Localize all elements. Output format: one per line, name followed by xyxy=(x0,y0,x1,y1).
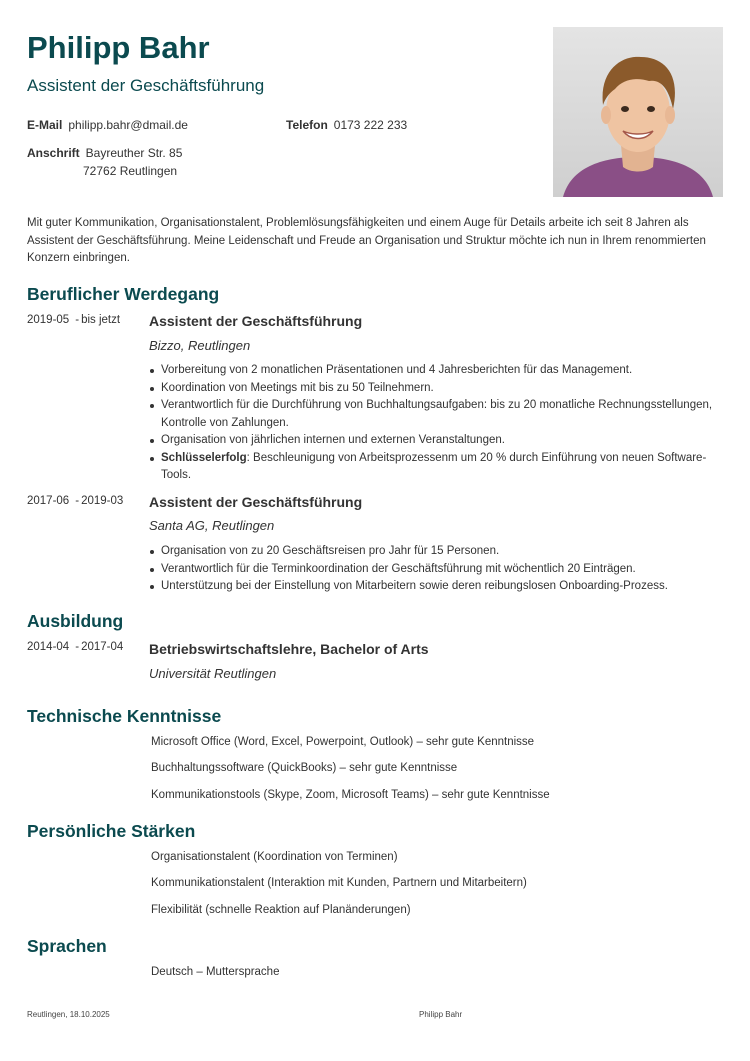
experience-2-end: 2019-03 xyxy=(81,495,124,507)
education-end: 2017-04 xyxy=(81,641,124,653)
footer-name: Philipp Bahr xyxy=(419,1010,463,1019)
skill-item: Buchhaltungssoftware (QuickBooks) – sehr gute Kenntnisse xyxy=(151,762,458,774)
experience-2-role: Assistent der Geschäftsführung xyxy=(149,494,363,510)
list-item: Organisation von zu 20 Geschäftsreisen pro Jahr für 15 Personen. xyxy=(149,543,714,561)
section-languages-heading: Sprachen xyxy=(27,936,107,956)
experience-2-start: 2017-06 xyxy=(27,495,70,507)
email-label: E-Mail xyxy=(27,118,63,132)
address-label: Anschrift xyxy=(27,146,80,160)
experience-1-company: Bizzo, Reutlingen xyxy=(149,338,251,353)
contact-email xyxy=(27,118,188,132)
phone-value: 0173 222 233 xyxy=(333,118,408,132)
portrait-illustration xyxy=(553,27,723,197)
experience-1-end: bis jetzt xyxy=(81,314,121,326)
contact-phone xyxy=(286,118,407,132)
education-dates: 2014-04 - 2017-04 xyxy=(27,641,124,653)
list-item: Vorbereitung von 2 monatlichen Präsentationen und 4 Jahresberichten für das Management. xyxy=(149,362,714,380)
list-item: Verantwortlich für die Durchführung von Buchhaltungsaufgaben: bis zu 20 monatliche Rechnungsstellungen, Kontrolle von Zahlungen. xyxy=(149,397,714,432)
contact-address xyxy=(27,144,182,180)
experience-2-company: Santa AG, Reutlingen xyxy=(149,518,275,533)
education-degree: Betriebswirtschaftslehre, Bachelor of Arts xyxy=(149,641,429,657)
list-item: Koordination von Meetings mit bis zu 50 Teilnehmern. xyxy=(149,380,714,398)
list-item: Organisation von jährlichen internen und externen Veranstaltungen. xyxy=(149,432,714,450)
strength-item: Kommunikationstalent (Interaktion mit Kunden, Partnern und Mitarbeitern) xyxy=(151,877,527,889)
footer-place-date: Reutlingen, 18.10.2025 xyxy=(27,1010,110,1019)
strength-item: Flexibilität (schnelle Reaktion auf Planänderungen) xyxy=(151,904,411,916)
profile-photo xyxy=(553,27,723,197)
email-value: philipp.bahr@dmail.de xyxy=(68,118,188,132)
section-skills-heading: Technische Kenntnisse xyxy=(27,706,222,726)
address-line2: 72762 Reutlingen xyxy=(83,164,178,178)
experience-2-bullets xyxy=(149,543,714,596)
experience-2-dates: 2017-06 - 2019-03 xyxy=(27,495,124,507)
section-experience-heading: Beruflicher Werdegang xyxy=(27,284,220,304)
address-line1: Bayreuther Str. 85 xyxy=(85,146,183,160)
language-item: Deutsch – Muttersprache xyxy=(151,966,280,978)
list-item-key-achievement xyxy=(149,450,714,485)
section-education-heading: Ausbildung xyxy=(27,611,124,631)
skill-item: Microsoft Office (Word, Excel, Powerpoint, Outlook) – sehr gute Kenntnisse xyxy=(151,736,535,748)
experience-1-start: 2019-05 xyxy=(27,314,70,326)
phone-label: Telefon xyxy=(286,118,328,132)
key-achievement-text: : Beschleunigung von Arbeitsprozessenm um 20 % durch Einführung von neuen Software-Tools. xyxy=(161,451,707,481)
education-school: Universität Reutlingen xyxy=(149,666,277,681)
experience-1-role: Assistent der Geschäftsführung xyxy=(149,313,363,329)
section-strengths-heading: Persönliche Stärken xyxy=(27,821,196,841)
job-title: Assistent der Geschäftsführung xyxy=(27,76,265,95)
experience-1-dates: 2019-05 - bis jetzt xyxy=(27,314,121,326)
list-item: Unterstützung bei der Einstellung von Mitarbeitern sowie deren reibungslosen Onboarding-Prozess. xyxy=(149,578,714,596)
experience-1-bullets xyxy=(149,362,714,485)
candidate-name: Philipp Bahr xyxy=(27,30,210,65)
education-start: 2014-04 xyxy=(27,641,70,653)
skill-item: Kommunikationstools (Skype, Zoom, Microsoft Teams) – sehr gute Kenntnisse xyxy=(151,789,550,801)
list-item: Verantwortlich für die Terminkoordination der Geschäftsführung mit wöchentlich 20 Einträgen. xyxy=(149,561,714,579)
profile-summary: Mit guter Kommunikation, Organisationstalent, Problemlösungsfähigkeiten und einem Auge für Details arbeite ich seit 8 Jahren als Assistent der Geschäftsführung. Meine Leidenschaft und Freude an Organisation und Struktur möchte ich nun in Ihrem renommierten Konzern einbringen. xyxy=(27,217,706,264)
strength-item: Organisationstalent (Koordination von Terminen) xyxy=(151,851,398,863)
key-achievement-label: Schlüsselerfolg xyxy=(161,451,247,464)
